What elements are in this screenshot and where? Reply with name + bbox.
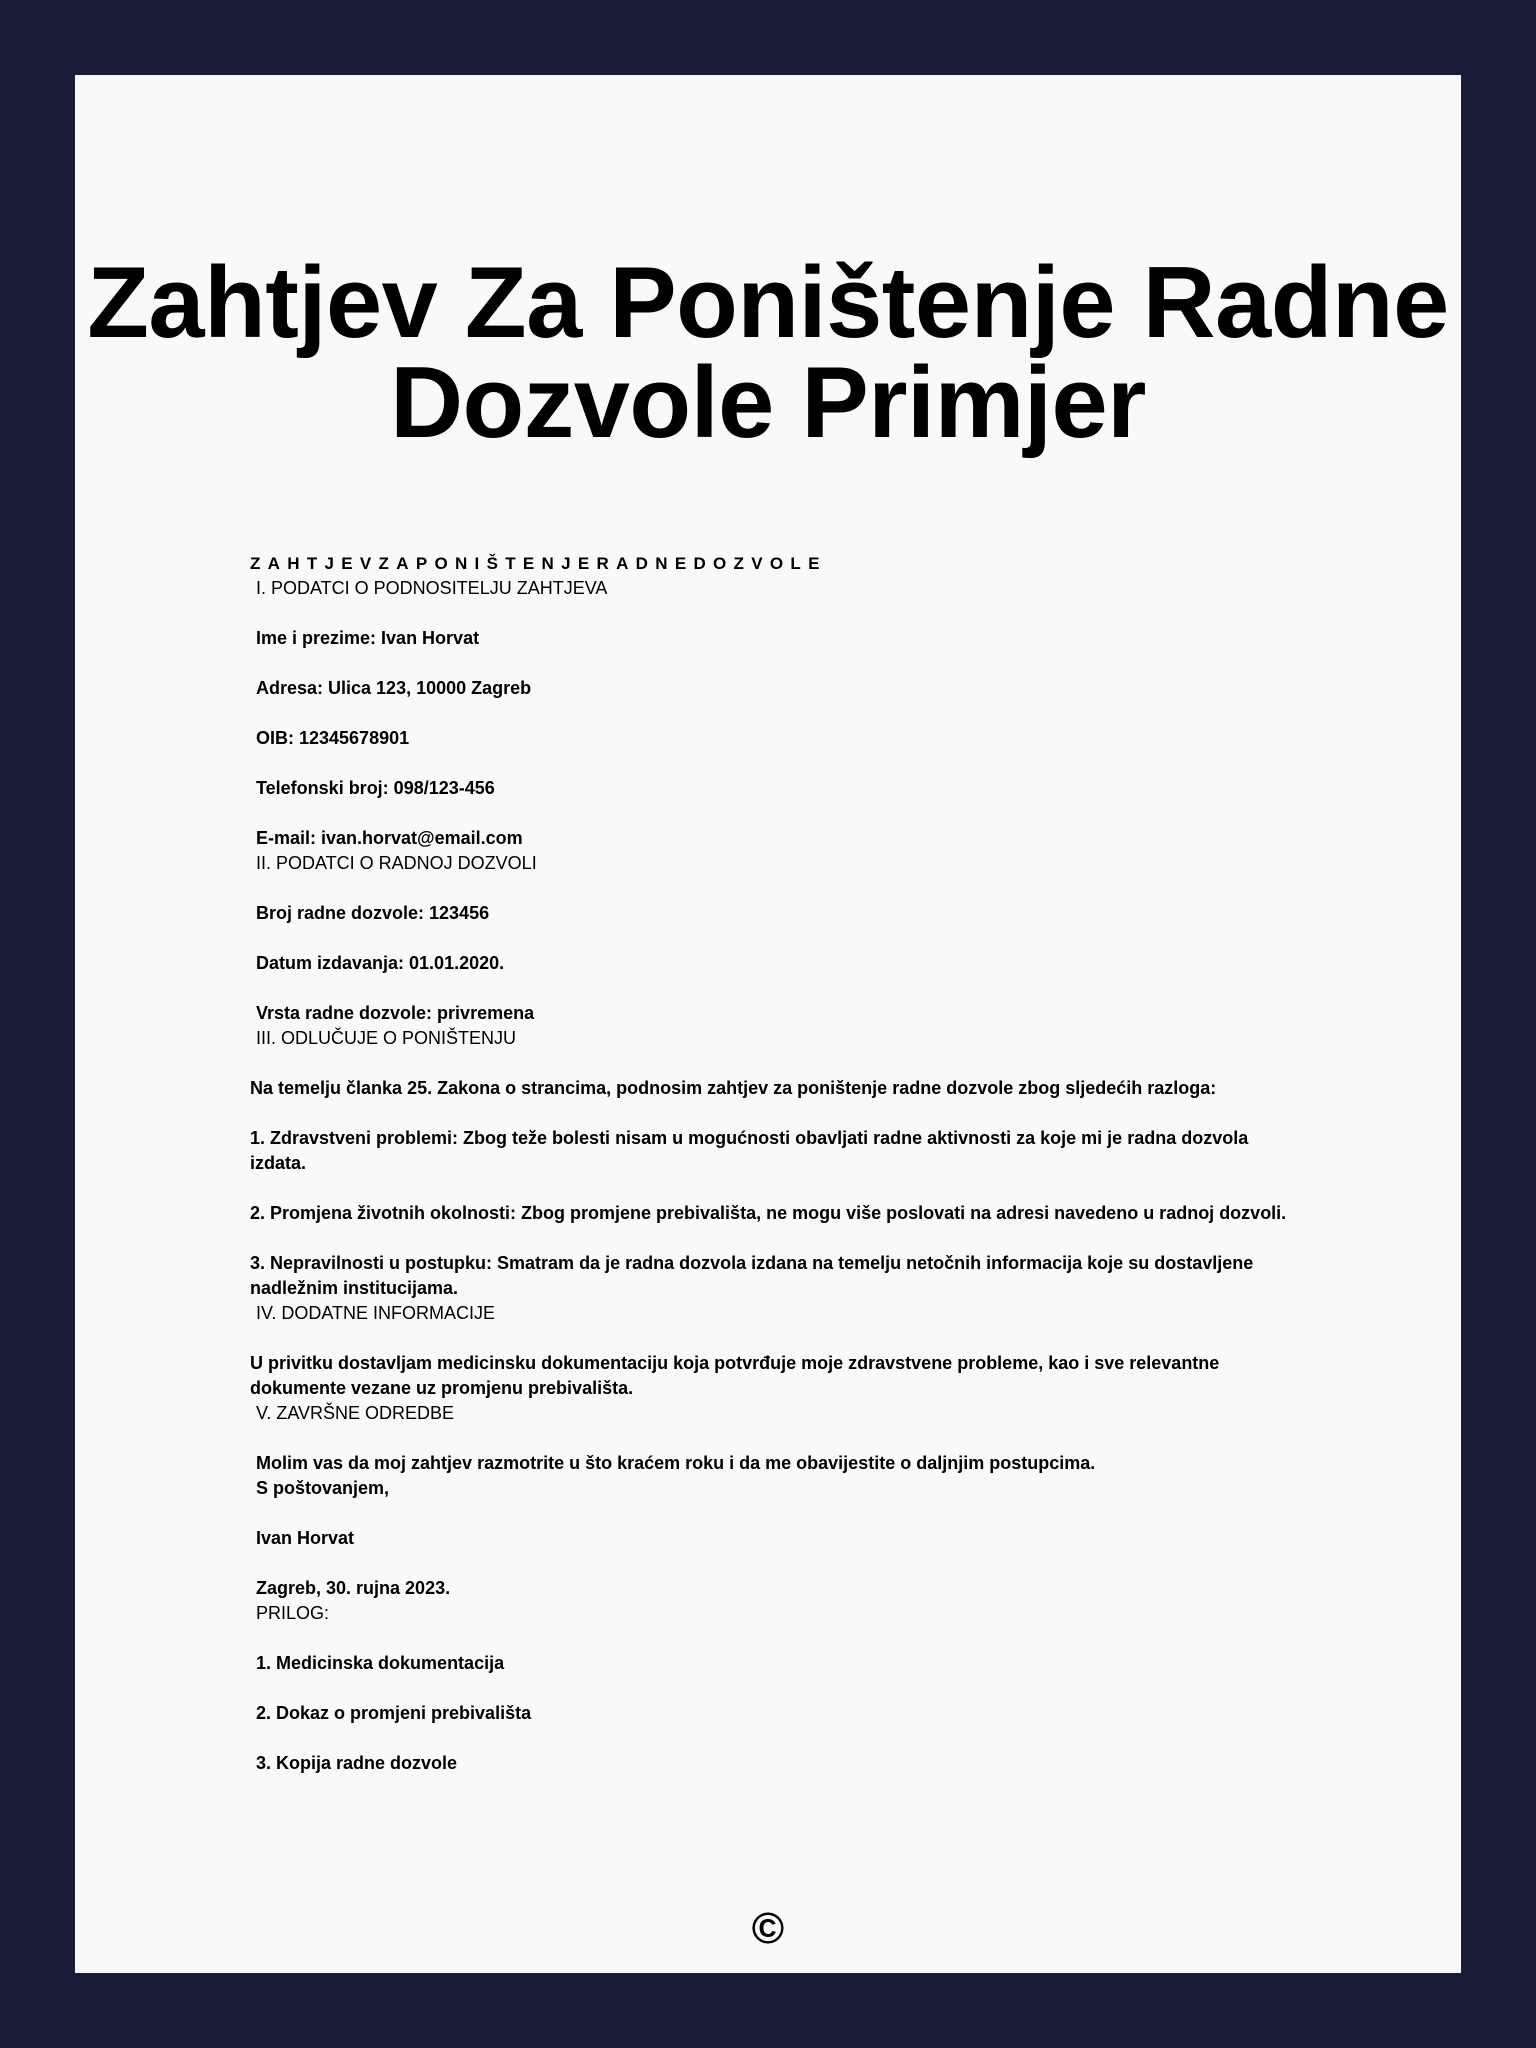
document-title (65, 247, 1471, 459)
document-title-line-2: Dozvole Primjer (390, 347, 1146, 459)
spacer (250, 1551, 1290, 1576)
final-request: Molim vas da moj zahtjev razmotrite u što kraćem roku i da me obavijestite o daljnjim postupcima. (256, 1453, 1096, 1473)
document-title-line-1: Zahtjev Za Poništenje Radne (87, 247, 1449, 359)
spacer (250, 1176, 1290, 1201)
additional-info-text: U privitku dostavljam medicinsku dokumentaciju koja potvrđuje moje zdravstvene probleme, kao i sve relevantne dokumente vezane uz promjenu prebivališta. (250, 1353, 1220, 1398)
spacer (250, 1426, 1290, 1451)
field-permit-number: Broj radne dozvole: 123456 (256, 903, 490, 923)
spacer (250, 701, 1290, 726)
spacer (250, 651, 1290, 676)
spacer (250, 751, 1290, 776)
reason-2: 2. Promjena životnih okolnosti: Zbog promjene prebivališta, ne mogu više poslovati na adresi navedeno u radnoj dozvoli. (250, 1203, 1287, 1223)
spacer (250, 1226, 1290, 1251)
reason-1: 1. Zdravstveni problemi: Zbog teže bolesti nisam u mogućnosti obavljati radne aktivnosti za koje mi je radna dozvola izdata. (250, 1128, 1249, 1173)
spacer (250, 1101, 1290, 1126)
spacer (250, 976, 1290, 1001)
attachment-item-2: 2. Dokaz o promjeni prebivališta (256, 1703, 532, 1723)
closing-salutation: S poštovanjem, (256, 1478, 390, 1498)
spacer (250, 1501, 1290, 1526)
field-issue-date: Datum izdavanja: 01.01.2020. (256, 953, 505, 973)
spacer (250, 1726, 1290, 1751)
attachment-item-3: 3. Kopija radne dozvole (256, 1753, 458, 1773)
spacer (250, 601, 1290, 626)
spacer (250, 1326, 1290, 1351)
annulment-intro: Na temelju članka 25. Zakona o strancima, podnosim zahtjev za poništenje radne dozvole zbog sljedećih razloga: (250, 1078, 1217, 1098)
spacer (250, 1676, 1290, 1701)
section-heading-additional-info: IV. DODATNE INFORMACIJE (256, 1303, 496, 1323)
document-body (250, 551, 1290, 1776)
reason-3: 3. Nepravilnosti u postupku: Smatram da je radna dozvola izdana na temelju netočnih informacija koje su dostavljene nadležnim institucijama. (250, 1253, 1254, 1298)
spaced-heading: ZAHTJEVZAPONIŠTENJERADNEDOZVOLE (250, 554, 827, 573)
spacer (250, 1626, 1290, 1651)
field-address: Adresa: Ulica 123, 10000 Zagreb (256, 678, 532, 698)
spacer (250, 876, 1290, 901)
spacer (250, 926, 1290, 951)
copyright-icon: © (751, 1904, 785, 1953)
section-heading-permit: II. PODATCI O RADNOJ DOZVOLI (256, 853, 537, 873)
field-name: Ime i prezime: Ivan Horvat (256, 628, 480, 648)
field-permit-type: Vrsta radne dozvole: privremena (256, 1003, 535, 1023)
attachments-heading: PRILOG: (256, 1603, 330, 1623)
section-heading-final-provisions: V. ZAVRŠNE ODREDBE (256, 1403, 455, 1423)
section-heading-annulment: III. ODLUČUJE O PONIŠTENJU (256, 1028, 517, 1048)
spacer (250, 801, 1290, 826)
field-email: E-mail: ivan.horvat@email.com (256, 828, 523, 848)
document-page (75, 75, 1461, 1973)
attachment-item-1: 1. Medicinska dokumentacija (256, 1653, 505, 1673)
place-date: Zagreb, 30. rujna 2023. (256, 1578, 451, 1598)
signature-name: Ivan Horvat (256, 1528, 355, 1548)
spacer (250, 1051, 1290, 1076)
field-phone: Telefonski broj: 098/123-456 (256, 778, 495, 798)
field-oib: OIB: 12345678901 (256, 728, 410, 748)
section-heading-applicant: I. PODATCI O PODNOSITELJU ZAHTJEVA (256, 578, 608, 598)
